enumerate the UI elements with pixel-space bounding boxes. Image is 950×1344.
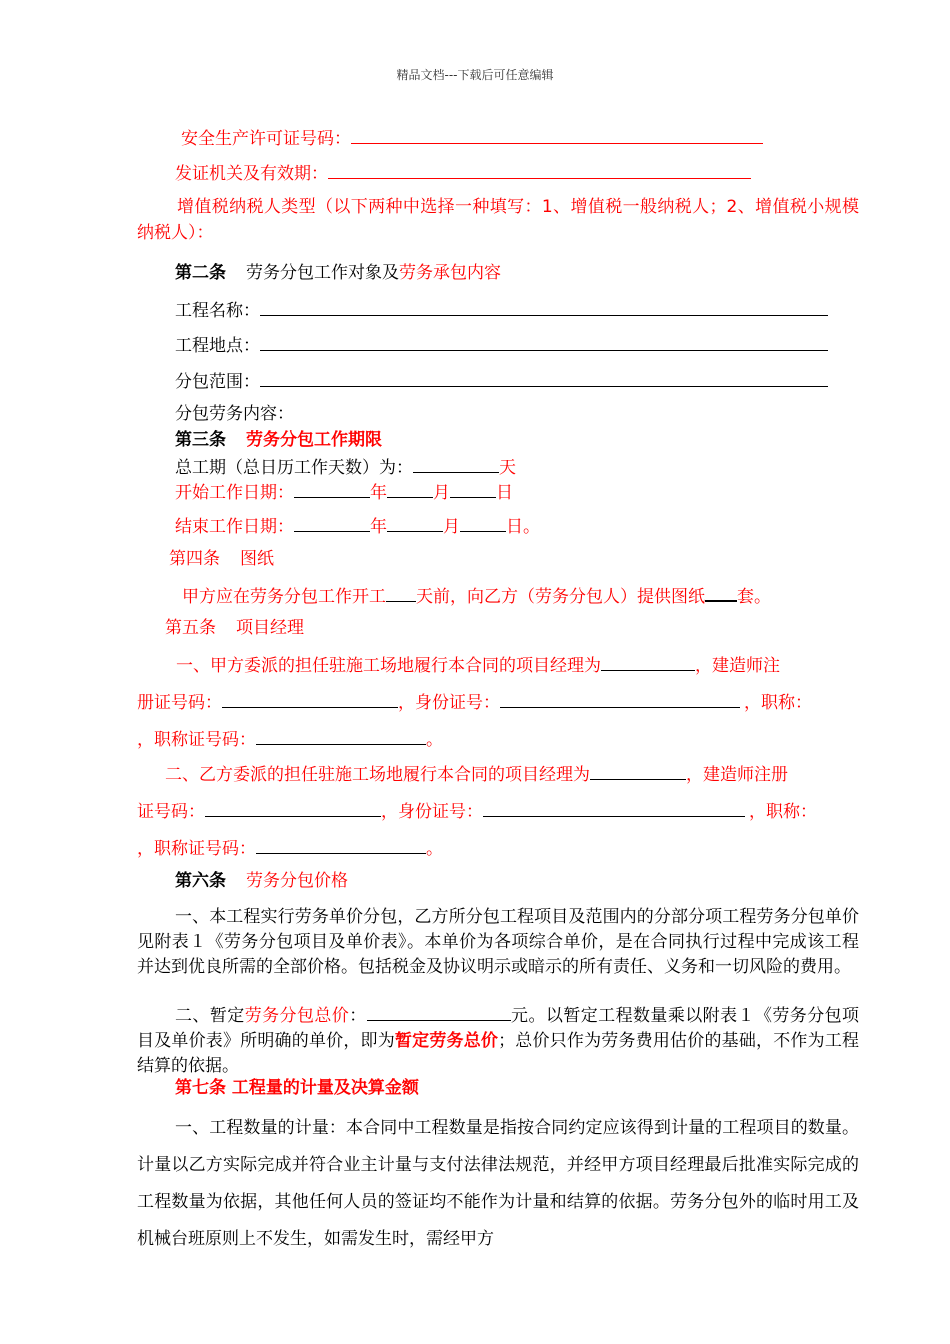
article-4-subtitle: 图纸 (240, 549, 274, 569)
page-header: 精品文档---下载后可任意编辑 (396, 68, 554, 82)
scope-label: 分包范围： (175, 372, 260, 392)
party-a-manager-line2 (137, 690, 812, 713)
end-day-blank (460, 514, 506, 532)
article-3-subtitle: 劳务分包工作期限 (246, 430, 382, 450)
party-a-title-cert-label: ，职称证号码： (137, 730, 256, 750)
article-2-subtitle: 劳务分包工作对象及 (246, 263, 399, 283)
party-a-title-cert-blank (256, 727, 426, 745)
total-duration-blank (413, 455, 499, 473)
drawings-text (182, 583, 771, 607)
party-b-manager-line2 (137, 799, 817, 822)
article-5-subtitle: 项目经理 (236, 618, 304, 638)
project-site-blank (260, 333, 828, 351)
issuer-label: 发证机关及有效期： (175, 164, 328, 184)
drawings-sets-blank (705, 583, 737, 602)
article-2-heading (175, 263, 501, 283)
article-4-heading (169, 549, 274, 569)
start-month-unit: 月 (433, 483, 450, 503)
party-a-id-blank (500, 690, 740, 708)
party-b-reg-label: 证号码： (137, 802, 205, 822)
end-year-unit: 年 (370, 517, 387, 537)
total-price-text-d: 元。以暂定工程数量乘以附表１ (510, 1006, 755, 1026)
party-a-title-label: ，职称： (744, 693, 812, 713)
end-month-blank (387, 514, 443, 532)
party-b-manager-line3 (137, 836, 443, 859)
scope-blank (260, 369, 828, 387)
start-date-line (175, 480, 513, 503)
party-b-title-cert-label: ，职称证号码： (137, 839, 256, 859)
total-price-label: 劳务分包总价 (244, 1006, 350, 1026)
total-price-blank (367, 1003, 511, 1021)
article-3-title: 第三条 (175, 430, 226, 450)
safety-license-label: 安全生产许可证号码： (181, 129, 351, 149)
end-year-blank (294, 514, 370, 532)
party-b-manager-blank (590, 762, 686, 780)
party-a-end: 。 (426, 730, 443, 750)
total-duration-line (175, 455, 516, 478)
total-price-text-a: 二、暂定 (175, 1006, 245, 1026)
party-a-reg-label: 册证号码： (137, 693, 222, 713)
article-6-subtitle: 劳务分包价格 (246, 871, 348, 891)
project-name-label: 工程名称： (175, 301, 260, 321)
safety-license-line (181, 126, 763, 149)
article-5-title: 第五条 (165, 618, 216, 638)
project-name-line (175, 298, 828, 321)
party-a-builder-text: ，建造师注 (695, 656, 780, 676)
end-day-unit: 日。 (506, 517, 540, 537)
project-name-blank (260, 298, 828, 316)
project-site-line (175, 333, 828, 356)
vat-type-text: 增值税纳税人类型（以下两种中选择一种填写：1、增值税一般纳税人；2、增值税小规模纳税人）： (137, 197, 859, 243)
total-duration-label: 总工期（总日历工作天数）为： (175, 458, 413, 478)
project-site-label: 工程地点： (175, 336, 260, 356)
safety-license-blank (351, 126, 763, 144)
drawings-text-c: 套。 (737, 587, 771, 607)
article-5-heading (165, 618, 304, 638)
scope-line (175, 369, 828, 392)
party-a-manager-text: 一、甲方委派的担任驻施工场地履行本合同的项目经理为 (176, 656, 601, 676)
article-2-title: 第二条 (175, 263, 226, 283)
article-6-heading (175, 871, 348, 891)
party-b-id-blank (483, 799, 745, 817)
total-price-paragraph (137, 1003, 859, 1079)
article-4-title: 第四条 (169, 549, 220, 569)
start-year-blank (294, 480, 370, 498)
party-a-manager-line3 (137, 727, 443, 750)
start-date-label: 开始工作日期： (175, 483, 294, 503)
party-b-manager-text: 二、乙方委派的担任驻施工场地履行本合同的项目经理为 (165, 765, 590, 785)
labor-content-label: 分包劳务内容： (175, 404, 294, 424)
party-b-id-label: ，身份证号： (381, 802, 483, 822)
start-year-unit: 年 (370, 483, 387, 503)
party-a-id-label: ，身份证号： (398, 693, 500, 713)
total-price-colon: ： (349, 1006, 367, 1026)
drawings-text-a: 甲方应在劳务分包工作开工 (182, 587, 386, 607)
unit-price-paragraph: 一、本工程实行劳务单价分包，乙方所分包工程项目及范围内的分部分项工程劳务分包单价见附表１《劳务分包项目及单价表》。本单价为各项综合单价，是在合同执行过程中完成该工程并达到优良所需的全部价格。包括税金及协议明示或暗示的所有责任、义务和一切风险的费用。 (137, 907, 859, 977)
total-price-text-g: ；总价只作为劳务费用估价的基础，不作为工程结算的依据。 (137, 1031, 860, 1076)
article-7-heading: 第七条 工程量的计量及决算金额 (175, 1078, 419, 1098)
party-a-manager-line1 (176, 653, 780, 676)
end-date-line (175, 514, 540, 537)
drawings-text-b: 天前，向乙方（劳务分包人）提供图纸 (416, 587, 705, 607)
total-duration-unit: 天 (499, 458, 516, 478)
issuer-blank (328, 161, 751, 179)
article-6-title: 第六条 (175, 871, 226, 891)
party-b-title-label: ，职称： (749, 802, 817, 822)
party-b-title-cert-blank (256, 836, 426, 854)
party-a-manager-blank (601, 653, 695, 671)
party-a-reg-blank (222, 690, 398, 708)
provisional-total-price: 暂定劳务总价 (394, 1031, 499, 1051)
article-2-subtitle-red: 劳务承包内容 (399, 263, 501, 283)
party-b-reg-blank (205, 799, 381, 817)
article-3-heading (175, 430, 382, 450)
start-month-blank (387, 480, 433, 498)
end-date-label: 结束工作日期： (175, 517, 294, 537)
end-month-unit: 月 (443, 517, 460, 537)
drawings-days-blank (386, 584, 416, 602)
total-price-text-e: 《劳务分包项目及单价表》所明确的单价，即为 (137, 1006, 860, 1051)
start-day-unit: 日 (496, 483, 513, 503)
quantity-measure-paragraph: 一、工程数量的计量：本合同中工程数量是指按合同约定应该得到计量的工程项目的数量。计量以乙方实际完成并符合业主计量与支付法律法规范，并经甲方项目经理最后批准实际完成的工程数量为依据，其他任何人员的签证均不能作为计量和结算的依据。劳务分包外的临时用工及机械台班原则上不发生，如需发生时，需经甲方 (137, 1118, 859, 1249)
party-b-builder-text: ，建造师注册 (686, 765, 788, 785)
party-b-end: 。 (426, 839, 443, 859)
party-b-manager-line1 (165, 762, 788, 785)
start-day-blank (450, 480, 496, 498)
issuer-line (175, 161, 751, 184)
